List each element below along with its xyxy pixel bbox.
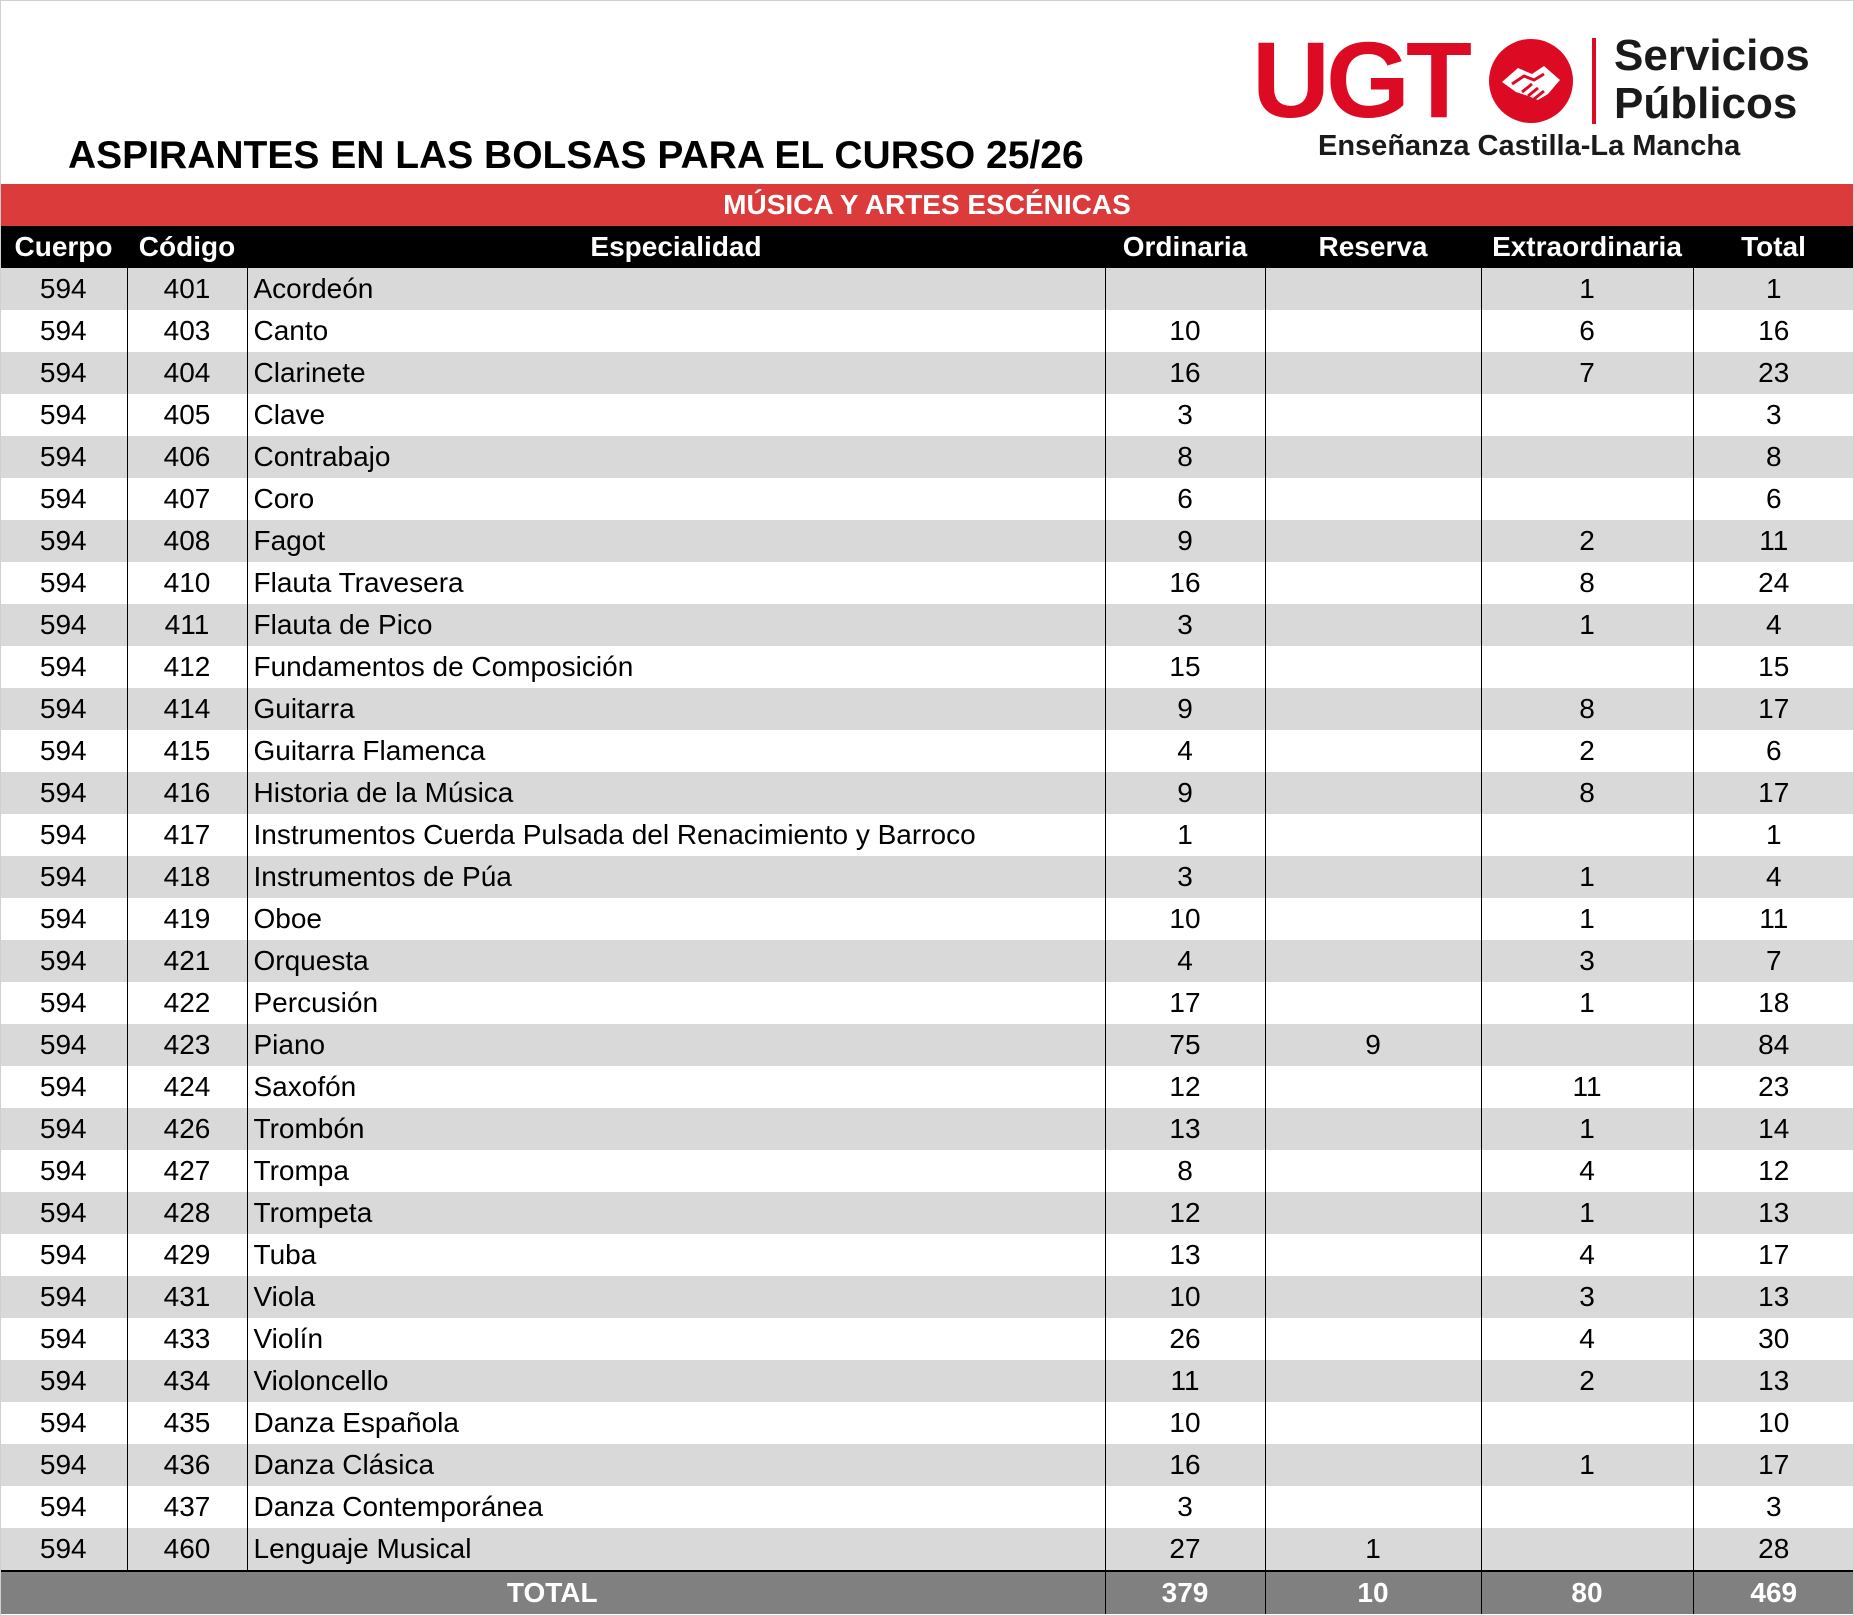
cell-especialidad: Clave <box>247 394 1105 436</box>
cell-total: 10 <box>1693 1402 1854 1444</box>
cell-cuerpo: 594 <box>0 982 127 1024</box>
table-row <box>0 1066 1854 1108</box>
column-header-ordinaria: Ordinaria <box>1105 226 1265 268</box>
cell-especialidad: Canto <box>247 310 1105 352</box>
cell-total: 4 <box>1693 856 1854 898</box>
page-title: ASPIRANTES EN LAS BOLSAS PARA EL CURSO 25/26 <box>68 134 1084 177</box>
cell-reserva <box>1265 1276 1481 1318</box>
cell-reserva <box>1265 562 1481 604</box>
cell-cuerpo: 594 <box>0 646 127 688</box>
cell-total: 12 <box>1693 1150 1854 1192</box>
table-row <box>0 1444 1854 1486</box>
table-row <box>0 940 1854 982</box>
cell-total: 23 <box>1693 1066 1854 1108</box>
table-row <box>0 772 1854 814</box>
cell-cuerpo: 594 <box>0 730 127 772</box>
cell-cuerpo: 594 <box>0 1528 127 1571</box>
cell-extraordinaria <box>1481 394 1693 436</box>
cell-reserva <box>1265 1318 1481 1360</box>
cell-total: 17 <box>1693 688 1854 730</box>
cell-ordinaria: 10 <box>1105 898 1265 940</box>
section-header: MÚSICA Y ARTES ESCÉNICAS <box>0 184 1854 226</box>
cell-extraordinaria: 3 <box>1481 940 1693 982</box>
table-row <box>0 520 1854 562</box>
cell-cuerpo: 594 <box>0 1234 127 1276</box>
cell-especialidad: Tuba <box>247 1234 1105 1276</box>
cell-reserva <box>1265 1192 1481 1234</box>
cell-ordinaria: 3 <box>1105 394 1265 436</box>
cell-total: 3 <box>1693 1486 1854 1528</box>
cell-ordinaria: 4 <box>1105 730 1265 772</box>
cell-ordinaria: 6 <box>1105 478 1265 520</box>
cell-especialidad: Fagot <box>247 520 1105 562</box>
cell-especialidad: Trombón <box>247 1108 1105 1150</box>
cell-reserva <box>1265 1066 1481 1108</box>
column-header-especialidad: Especialidad <box>247 226 1105 268</box>
cell-codigo: 417 <box>127 814 247 856</box>
cell-especialidad: Danza Contemporánea <box>247 1486 1105 1528</box>
cell-total: 11 <box>1693 898 1854 940</box>
cell-extraordinaria: 1 <box>1481 268 1693 310</box>
cell-codigo: 419 <box>127 898 247 940</box>
cell-extraordinaria <box>1481 1528 1693 1571</box>
table-row <box>0 646 1854 688</box>
table-row <box>0 730 1854 772</box>
cell-codigo: 411 <box>127 604 247 646</box>
cell-reserva <box>1265 1444 1481 1486</box>
table-row <box>0 1192 1854 1234</box>
table-row <box>0 1528 1854 1571</box>
cell-cuerpo: 594 <box>0 1360 127 1402</box>
table-row <box>0 1024 1854 1066</box>
cell-especialidad: Instrumentos Cuerda Pulsada del Renacimiento y Barroco <box>247 814 1105 856</box>
cell-codigo: 415 <box>127 730 247 772</box>
cell-cuerpo: 594 <box>0 1108 127 1150</box>
cell-codigo: 424 <box>127 1066 247 1108</box>
cell-codigo: 435 <box>127 1402 247 1444</box>
cell-reserva: 1 <box>1265 1528 1481 1571</box>
cell-reserva <box>1265 310 1481 352</box>
table-row <box>0 1360 1854 1402</box>
logo-line-1: Servicios <box>1614 31 1810 80</box>
cell-cuerpo: 594 <box>0 352 127 394</box>
cell-reserva <box>1265 940 1481 982</box>
cell-reserva <box>1265 814 1481 856</box>
cell-codigo: 412 <box>127 646 247 688</box>
cell-cuerpo: 594 <box>0 1192 127 1234</box>
table-row <box>0 1234 1854 1276</box>
cell-reserva <box>1265 436 1481 478</box>
cell-ordinaria: 15 <box>1105 646 1265 688</box>
cell-extraordinaria: 2 <box>1481 730 1693 772</box>
table-row <box>0 856 1854 898</box>
cell-codigo: 423 <box>127 1024 247 1066</box>
cell-total: 4 <box>1693 604 1854 646</box>
cell-cuerpo: 594 <box>0 856 127 898</box>
cell-total: 84 <box>1693 1024 1854 1066</box>
cell-total: 14 <box>1693 1108 1854 1150</box>
cell-cuerpo: 594 <box>0 604 127 646</box>
cell-codigo: 403 <box>127 310 247 352</box>
cell-ordinaria: 13 <box>1105 1108 1265 1150</box>
cell-especialidad: Violoncello <box>247 1360 1105 1402</box>
totals-reserva: 10 <box>1265 1571 1481 1614</box>
cell-codigo: 433 <box>127 1318 247 1360</box>
cell-total: 6 <box>1693 730 1854 772</box>
cell-codigo: 437 <box>127 1486 247 1528</box>
cell-ordinaria <box>1105 268 1265 310</box>
cell-total: 17 <box>1693 1444 1854 1486</box>
table-row <box>0 478 1854 520</box>
cell-cuerpo: 594 <box>0 562 127 604</box>
cell-reserva <box>1265 352 1481 394</box>
cell-total: 17 <box>1693 772 1854 814</box>
cell-ordinaria: 17 <box>1105 982 1265 1024</box>
cell-reserva: 9 <box>1265 1024 1481 1066</box>
cell-reserva <box>1265 730 1481 772</box>
cell-extraordinaria <box>1481 646 1693 688</box>
cell-especialidad: Contrabajo <box>247 436 1105 478</box>
cell-ordinaria: 16 <box>1105 562 1265 604</box>
cell-total: 3 <box>1693 394 1854 436</box>
table-row <box>0 394 1854 436</box>
cell-extraordinaria: 3 <box>1481 1276 1693 1318</box>
cell-especialidad: Danza Española <box>247 1402 1105 1444</box>
table-row <box>0 688 1854 730</box>
cell-reserva <box>1265 1486 1481 1528</box>
cell-cuerpo: 594 <box>0 772 127 814</box>
cell-ordinaria: 8 <box>1105 436 1265 478</box>
table-row <box>0 1150 1854 1192</box>
cell-reserva <box>1265 394 1481 436</box>
cell-reserva <box>1265 856 1481 898</box>
cell-especialidad: Saxofón <box>247 1066 1105 1108</box>
column-header-total: Total <box>1693 226 1854 268</box>
cell-especialidad: Guitarra <box>247 688 1105 730</box>
cell-codigo: 460 <box>127 1528 247 1571</box>
logo-divider <box>1592 38 1596 124</box>
cell-reserva <box>1265 1108 1481 1150</box>
table-body <box>0 268 1854 1571</box>
cell-especialidad: Violín <box>247 1318 1105 1360</box>
cell-ordinaria: 3 <box>1105 604 1265 646</box>
table-row <box>0 436 1854 478</box>
cell-extraordinaria: 8 <box>1481 772 1693 814</box>
cell-ordinaria: 9 <box>1105 772 1265 814</box>
table-row <box>0 898 1854 940</box>
cell-ordinaria: 3 <box>1105 1486 1265 1528</box>
cell-extraordinaria: 4 <box>1481 1234 1693 1276</box>
cell-cuerpo: 594 <box>0 1318 127 1360</box>
cell-extraordinaria: 1 <box>1481 1108 1693 1150</box>
cell-cuerpo: 594 <box>0 478 127 520</box>
cell-codigo: 422 <box>127 982 247 1024</box>
cell-codigo: 416 <box>127 772 247 814</box>
cell-ordinaria: 8 <box>1105 1150 1265 1192</box>
cell-especialidad: Flauta de Pico <box>247 604 1105 646</box>
cell-total: 1 <box>1693 268 1854 310</box>
cell-especialidad: Viola <box>247 1276 1105 1318</box>
cell-especialidad: Lenguaje Musical <box>247 1528 1105 1571</box>
cell-codigo: 407 <box>127 478 247 520</box>
cell-reserva <box>1265 646 1481 688</box>
cell-especialidad: Flauta Travesera <box>247 562 1105 604</box>
cell-cuerpo: 594 <box>0 688 127 730</box>
cell-reserva <box>1265 1150 1481 1192</box>
cell-extraordinaria <box>1481 1486 1693 1528</box>
cell-ordinaria: 10 <box>1105 1402 1265 1444</box>
cell-cuerpo: 594 <box>0 1024 127 1066</box>
cell-ordinaria: 4 <box>1105 940 1265 982</box>
cell-total: 17 <box>1693 1234 1854 1276</box>
cell-codigo: 408 <box>127 520 247 562</box>
cell-total: 8 <box>1693 436 1854 478</box>
totals-label: TOTAL <box>0 1571 1105 1614</box>
cell-cuerpo: 594 <box>0 814 127 856</box>
cell-extraordinaria: 6 <box>1481 310 1693 352</box>
table-row <box>0 310 1854 352</box>
cell-especialidad: Danza Clásica <box>247 1444 1105 1486</box>
cell-especialidad: Percusión <box>247 982 1105 1024</box>
cell-reserva <box>1265 688 1481 730</box>
totals-ordinaria: 379 <box>1105 1571 1265 1614</box>
cell-total: 16 <box>1693 310 1854 352</box>
cell-codigo: 401 <box>127 268 247 310</box>
cell-extraordinaria <box>1481 814 1693 856</box>
column-header-codigo: Código <box>127 226 247 268</box>
cell-cuerpo: 594 <box>0 394 127 436</box>
cell-especialidad: Coro <box>247 478 1105 520</box>
cell-cuerpo: 594 <box>0 1444 127 1486</box>
cell-reserva <box>1265 1402 1481 1444</box>
column-header-cuerpo: Cuerpo <box>0 226 127 268</box>
table-row <box>0 1318 1854 1360</box>
cell-reserva <box>1265 604 1481 646</box>
cell-extraordinaria: 11 <box>1481 1066 1693 1108</box>
cell-codigo: 427 <box>127 1150 247 1192</box>
cell-cuerpo: 594 <box>0 940 127 982</box>
table-row <box>0 268 1854 310</box>
table-row <box>0 604 1854 646</box>
cell-ordinaria: 9 <box>1105 520 1265 562</box>
handshake-circle-icon <box>1488 38 1574 124</box>
cell-codigo: 426 <box>127 1108 247 1150</box>
cell-total: 1 <box>1693 814 1854 856</box>
ugt-logo <box>1252 19 1812 170</box>
cell-total: 15 <box>1693 646 1854 688</box>
cell-extraordinaria <box>1481 1024 1693 1066</box>
cell-ordinaria: 16 <box>1105 1444 1265 1486</box>
cell-codigo: 434 <box>127 1360 247 1402</box>
cell-codigo: 428 <box>127 1192 247 1234</box>
totals-extraordinaria: 80 <box>1481 1571 1693 1614</box>
cell-ordinaria: 13 <box>1105 1234 1265 1276</box>
cell-especialidad: Orquesta <box>247 940 1105 982</box>
cell-extraordinaria: 7 <box>1481 352 1693 394</box>
cell-total: 23 <box>1693 352 1854 394</box>
cell-total: 13 <box>1693 1360 1854 1402</box>
logo-brand-text: UGT <box>1252 19 1468 140</box>
cell-cuerpo: 594 <box>0 436 127 478</box>
cell-codigo: 436 <box>127 1444 247 1486</box>
cell-ordinaria: 26 <box>1105 1318 1265 1360</box>
cell-especialidad: Oboe <box>247 898 1105 940</box>
cell-especialidad: Fundamentos de Composición <box>247 646 1105 688</box>
cell-total: 13 <box>1693 1276 1854 1318</box>
cell-ordinaria: 12 <box>1105 1192 1265 1234</box>
cell-codigo: 431 <box>127 1276 247 1318</box>
cell-reserva <box>1265 898 1481 940</box>
cell-cuerpo: 594 <box>0 1150 127 1192</box>
cell-extraordinaria: 1 <box>1481 856 1693 898</box>
cell-extraordinaria: 2 <box>1481 520 1693 562</box>
column-header-extraordinaria: Extraordinaria <box>1481 226 1693 268</box>
cell-cuerpo: 594 <box>0 1486 127 1528</box>
cell-extraordinaria: 1 <box>1481 1444 1693 1486</box>
cell-total: 6 <box>1693 478 1854 520</box>
column-header-reserva: Reserva <box>1265 226 1481 268</box>
cell-codigo: 418 <box>127 856 247 898</box>
cell-especialidad: Guitarra Flamenca <box>247 730 1105 772</box>
totals-row <box>0 1571 1854 1614</box>
cell-cuerpo: 594 <box>0 1402 127 1444</box>
table-row <box>0 1402 1854 1444</box>
cell-extraordinaria: 1 <box>1481 1192 1693 1234</box>
cell-codigo: 410 <box>127 562 247 604</box>
logo-servicios-publicos <box>1614 32 1810 128</box>
cell-especialidad: Acordeón <box>247 268 1105 310</box>
logo-subtitle: Enseñanza Castilla-La Mancha <box>1318 130 1741 162</box>
table-header-row <box>0 226 1854 268</box>
cell-total: 18 <box>1693 982 1854 1024</box>
cell-cuerpo: 594 <box>0 1276 127 1318</box>
aspirantes-table <box>0 226 1854 1614</box>
cell-total: 7 <box>1693 940 1854 982</box>
cell-reserva <box>1265 478 1481 520</box>
cell-cuerpo: 594 <box>0 310 127 352</box>
table-row <box>0 1108 1854 1150</box>
table-row <box>0 982 1854 1024</box>
table-row <box>0 1486 1854 1528</box>
cell-especialidad: Clarinete <box>247 352 1105 394</box>
logo-line-2: Públicos <box>1614 79 1798 128</box>
cell-ordinaria: 12 <box>1105 1066 1265 1108</box>
cell-extraordinaria: 1 <box>1481 604 1693 646</box>
cell-codigo: 414 <box>127 688 247 730</box>
cell-reserva <box>1265 1234 1481 1276</box>
cell-codigo: 405 <box>127 394 247 436</box>
cell-ordinaria: 10 <box>1105 1276 1265 1318</box>
cell-especialidad: Piano <box>247 1024 1105 1066</box>
cell-extraordinaria: 1 <box>1481 982 1693 1024</box>
cell-codigo: 406 <box>127 436 247 478</box>
cell-reserva <box>1265 982 1481 1024</box>
table-row <box>0 1276 1854 1318</box>
cell-total: 28 <box>1693 1528 1854 1571</box>
cell-total: 13 <box>1693 1192 1854 1234</box>
cell-especialidad: Trompa <box>247 1150 1105 1192</box>
cell-extraordinaria: 1 <box>1481 898 1693 940</box>
cell-cuerpo: 594 <box>0 1066 127 1108</box>
cell-codigo: 429 <box>127 1234 247 1276</box>
cell-ordinaria: 3 <box>1105 856 1265 898</box>
cell-extraordinaria: 8 <box>1481 562 1693 604</box>
cell-ordinaria: 27 <box>1105 1528 1265 1571</box>
cell-reserva <box>1265 772 1481 814</box>
cell-extraordinaria: 4 <box>1481 1150 1693 1192</box>
cell-especialidad: Historia de la Música <box>247 772 1105 814</box>
cell-extraordinaria <box>1481 478 1693 520</box>
cell-total: 11 <box>1693 520 1854 562</box>
cell-extraordinaria: 8 <box>1481 688 1693 730</box>
table-row <box>0 352 1854 394</box>
cell-codigo: 404 <box>127 352 247 394</box>
cell-cuerpo: 594 <box>0 898 127 940</box>
cell-ordinaria: 1 <box>1105 814 1265 856</box>
cell-cuerpo: 594 <box>0 520 127 562</box>
cell-ordinaria: 11 <box>1105 1360 1265 1402</box>
cell-cuerpo: 594 <box>0 268 127 310</box>
cell-reserva <box>1265 268 1481 310</box>
table-row <box>0 562 1854 604</box>
cell-ordinaria: 75 <box>1105 1024 1265 1066</box>
cell-extraordinaria: 2 <box>1481 1360 1693 1402</box>
cell-reserva <box>1265 1360 1481 1402</box>
table-row <box>0 814 1854 856</box>
cell-ordinaria: 9 <box>1105 688 1265 730</box>
cell-reserva <box>1265 520 1481 562</box>
cell-ordinaria: 10 <box>1105 310 1265 352</box>
cell-especialidad: Instrumentos de Púa <box>247 856 1105 898</box>
cell-extraordinaria <box>1481 436 1693 478</box>
cell-extraordinaria: 4 <box>1481 1318 1693 1360</box>
cell-especialidad: Trompeta <box>247 1192 1105 1234</box>
cell-ordinaria: 16 <box>1105 352 1265 394</box>
cell-codigo: 421 <box>127 940 247 982</box>
totals-total: 469 <box>1693 1571 1854 1614</box>
cell-total: 30 <box>1693 1318 1854 1360</box>
cell-total: 24 <box>1693 562 1854 604</box>
cell-extraordinaria <box>1481 1402 1693 1444</box>
